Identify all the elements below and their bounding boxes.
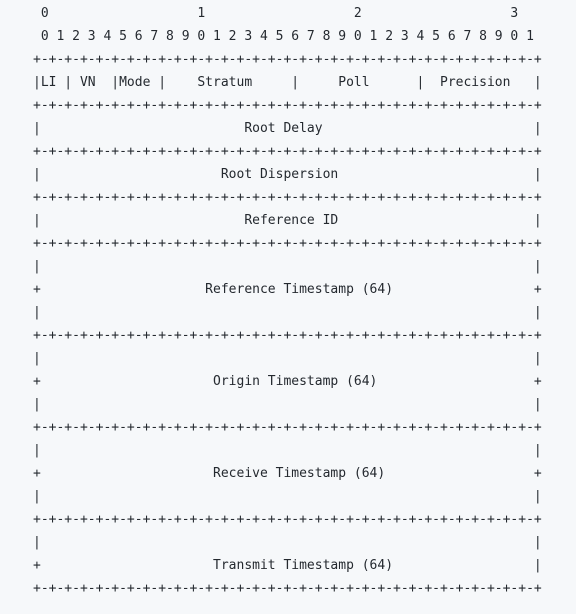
root-delay-row: | Root Delay | (33, 121, 542, 136)
reference-id-row: | Reference ID | (33, 213, 542, 228)
origin-timestamp-top-row: | | (33, 351, 542, 366)
border-row: +-+-+-+-+-+-+-+-+-+-+-+-+-+-+-+-+-+-+-+-+-+-+-+-+-+-+-+-+-+-+-+-+ (33, 52, 542, 67)
root-dispersion-row: | Root Dispersion | (33, 167, 542, 182)
reference-timestamp-top-row: | | (33, 259, 542, 274)
border-row: +-+-+-+-+-+-+-+-+-+-+-+-+-+-+-+-+-+-+-+-+-+-+-+-+-+-+-+-+-+-+-+-+ (33, 512, 542, 527)
header-fields-row: |LI | VN |Mode | Stratum | Poll | Precision | (33, 75, 542, 90)
receive-timestamp-row: + Receive Timestamp (64) + (33, 466, 542, 481)
reference-timestamp-bottom-row: | | (33, 305, 542, 320)
border-row: +-+-+-+-+-+-+-+-+-+-+-+-+-+-+-+-+-+-+-+-+-+-+-+-+-+-+-+-+-+-+-+-+ (33, 144, 542, 159)
reference-timestamp-row: + Reference Timestamp (64) + (33, 282, 542, 297)
border-row: +-+-+-+-+-+-+-+-+-+-+-+-+-+-+-+-+-+-+-+-+-+-+-+-+-+-+-+-+-+-+-+-+ (33, 581, 542, 596)
border-row: +-+-+-+-+-+-+-+-+-+-+-+-+-+-+-+-+-+-+-+-+-+-+-+-+-+-+-+-+-+-+-+-+ (33, 420, 542, 435)
origin-timestamp-row: + Origin Timestamp (64) + (33, 374, 542, 389)
origin-timestamp-bottom-row: | | (33, 397, 542, 412)
transmit-timestamp-row: + Transmit Timestamp (64) | (33, 558, 542, 573)
bit-ones-row: 0 1 2 3 4 5 6 7 8 9 0 1 2 3 4 5 6 7 8 9 0 1 2 3 4 5 6 7 8 9 0 1 (33, 29, 534, 44)
border-row: +-+-+-+-+-+-+-+-+-+-+-+-+-+-+-+-+-+-+-+-+-+-+-+-+-+-+-+-+-+-+-+-+ (33, 98, 542, 113)
receive-timestamp-bottom-row: | | (33, 489, 542, 504)
bit-tens-row: 0 1 2 3 (33, 6, 519, 21)
border-row: +-+-+-+-+-+-+-+-+-+-+-+-+-+-+-+-+-+-+-+-+-+-+-+-+-+-+-+-+-+-+-+-+ (33, 190, 542, 205)
border-row: +-+-+-+-+-+-+-+-+-+-+-+-+-+-+-+-+-+-+-+-+-+-+-+-+-+-+-+-+-+-+-+-+ (33, 328, 542, 343)
transmit-timestamp-top-row: | | (33, 535, 542, 550)
border-row: +-+-+-+-+-+-+-+-+-+-+-+-+-+-+-+-+-+-+-+-+-+-+-+-+-+-+-+-+-+-+-+-+ (33, 236, 542, 251)
receive-timestamp-top-row: | | (33, 443, 542, 458)
